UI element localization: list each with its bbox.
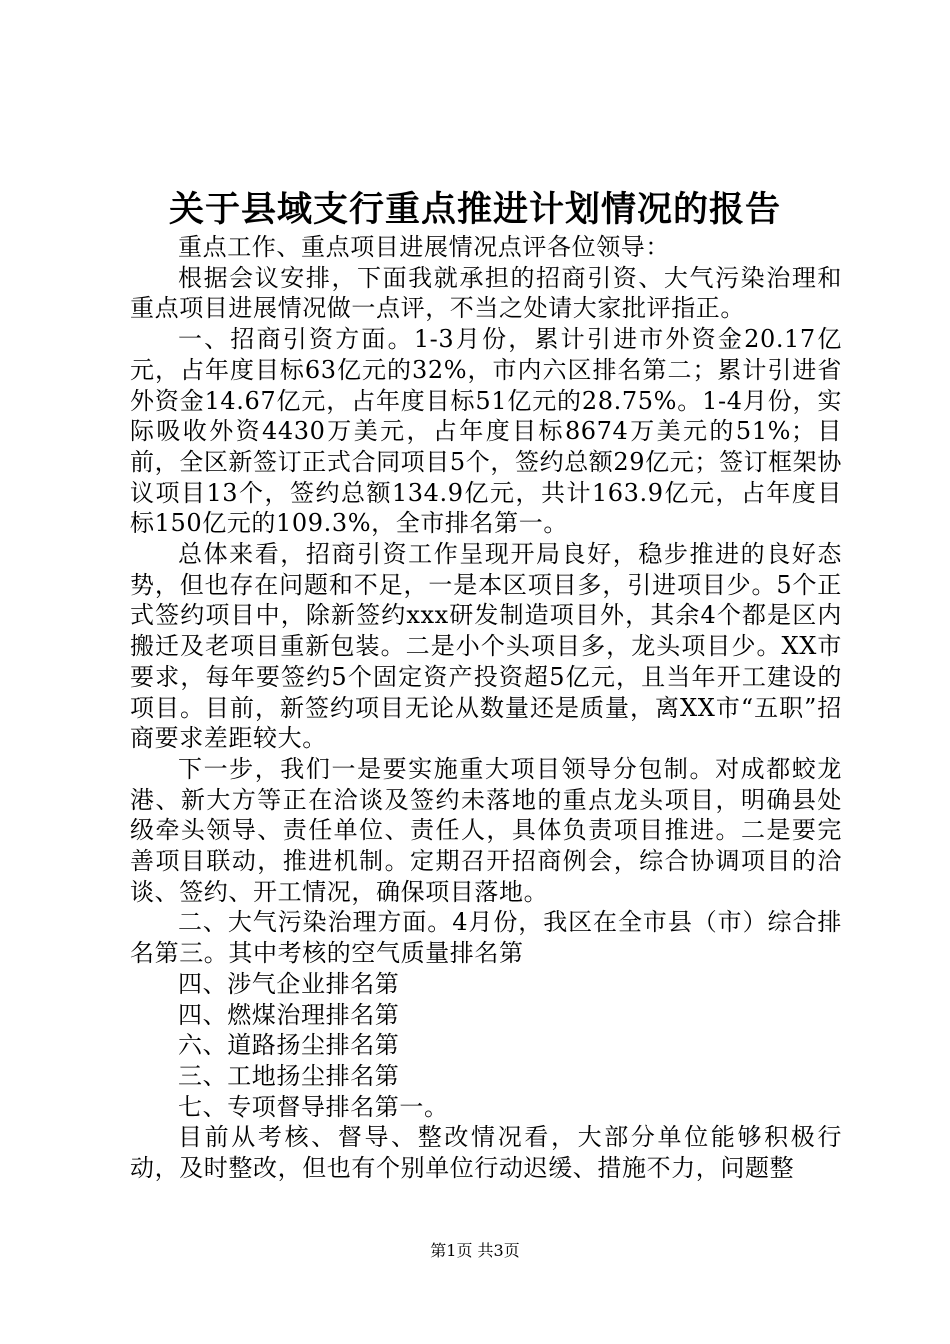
- paragraph-current-status: 目前从考核、督导、整改情况看，大部分单位能够积极行动，及时整改，但也有个别单位行动迟缓、措施不力，问题整: [130, 1123, 842, 1183]
- paragraph-ranking-enterprise: 四、涉气企业排名第: [178, 969, 400, 998]
- paragraph-ranking-coal: 四、燃煤治理排名第: [178, 1000, 400, 1029]
- paragraph-ranking-road-dust: 六、道路扬尘排名第: [178, 1031, 400, 1060]
- paragraph-ranking-site-dust: 三、工地扬尘排名第: [178, 1061, 400, 1090]
- document-title: 关于县域支行重点推进计划情况的报告: [168, 189, 781, 230]
- paragraph-salutation: 重点工作、重点项目进展情况点评各位领导：: [178, 233, 670, 261]
- paragraph-intro: 根据会议安排，下面我就承担的招商引资、大气污染治理和重点项目进展情况做一点评，不当之处请大家批评指正。: [130, 263, 842, 323]
- paragraph-air-pollution: 二、大气污染治理方面。4月份，我区在全市县（市）综合排名第三。其中考核的空气质量排名第: [130, 908, 842, 968]
- paragraph-ranking-supervision: 七、专项督导排名第一。: [178, 1092, 449, 1121]
- document-body: [130, 232, 842, 1184]
- paragraph-overview: 总体来看，招商引资工作呈现开局良好，稳步推进的良好态势，但也存在问题和不足，一是本区项目多，引进项目少。5个正式签约项目中，除新签约xxx研发制造项目外，其余4个都是区内搬迁及老项目重新包装。二是小个头项目多，龙头项目少。XX市要求，每年要签约5个固定资产投资超5亿元，且当年开工建设的项目。目前，新签约项目无论从数量还是质量，离XX市“五职”招商要求差距较大。: [130, 540, 842, 753]
- page-footer: 第1页 共3页: [430, 1241, 520, 1260]
- paragraph-next-steps: 下一步，我们一是要实施重大项目领导分包制。对成都蛟龙港、新大方等正在洽谈及签约未落地的重点龙头项目，明确县处级牵头领导、责任单位、责任人，具体负责项目推进。二是要完善项目联动，推进机制。定期召开招商例会，综合协调项目的洽谈、签约、开工情况，确保项目落地。: [130, 754, 842, 906]
- paragraph-investment: 一、招商引资方面。1-3月份，累计引进市外资金20.17亿元，占年度目标63亿元的32%，市内六区排名第二；累计引进省外资金14.67亿元，占年度目标51亿元的28.75%。1-4月份，实际吸收外资4430万美元，占年度目标8674万美元的51%；目前，全区新签订正式合同项目5个，签约总额29亿元；签订框架协议项目13个，签约总额134.9亿元，共计163.9亿元，占年度目标150亿元的109.3%，全市排名第一。: [130, 325, 842, 538]
